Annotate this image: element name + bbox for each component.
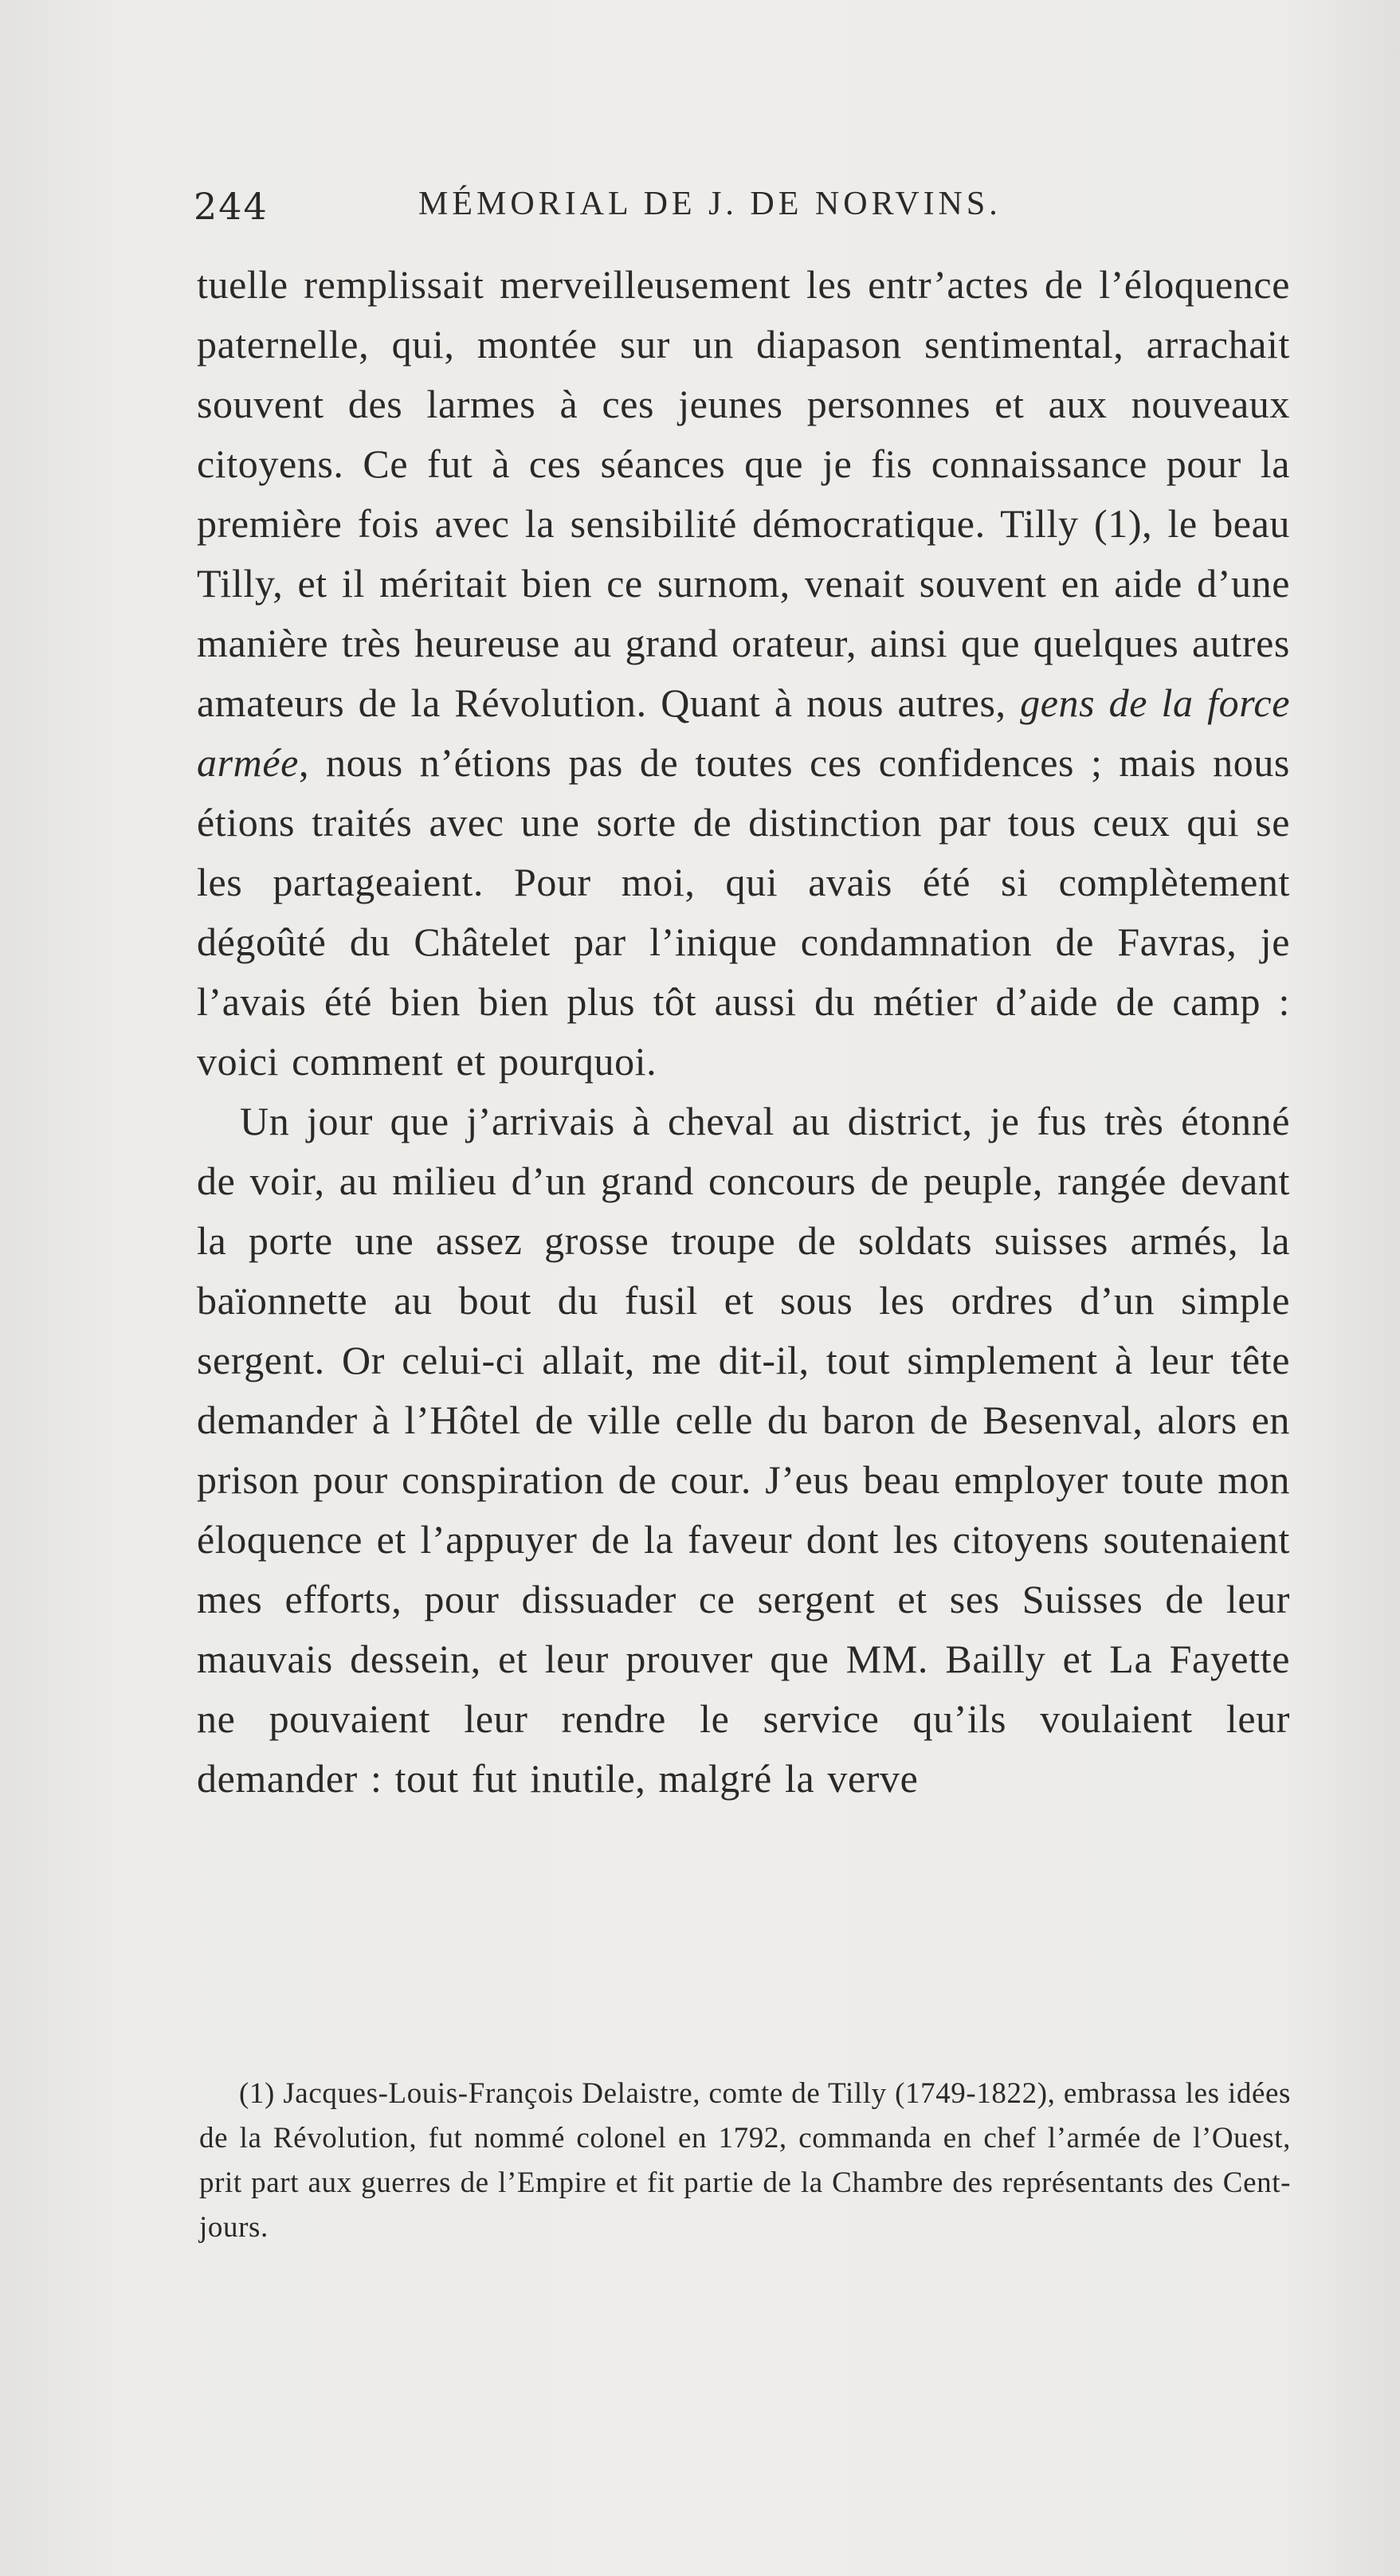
main-text (197, 255, 1290, 1809)
paragraph-2: Un jour que j’arrivais à cheval au district, je fus très étonné de voir, au milieu d’un grand concours de peuple, rangée devant la porte une assez grosse troupe de soldats suisses armés, la baïonnette au bout du fusil et sous les ordres d’un simple sergent. Or celui-ci allait, me dit-il, tout simplement à leur tête demander à l’Hôtel de ville celle du baron de Besenval, alors en prison pour conspiration de cour. J’eus beau employer toute mon éloquence et l’appuyer de la faveur dont les citoyens soutenaient mes efforts, pour dissuader ce sergent et ses Suisses de leur mauvais dessein, et leur prouver que MM. Bailly et La Fayette ne pouvaient leur rendre le service qu’ils voulaient leur demander : tout fut inutile, malgré la verve (197, 1099, 1290, 1801)
paragraph-1-part-b: , nous n’étions pas de toutes ces confidences ; mais nous étions traités avec une sorte de distinction par tous ceux qui se les partageaient. Pour moi, qui avais été si complètement dégoûté du Châtelet par l’inique condamnation de Favras, je l’avais été bien bien plus tôt aussi du métier d’aide de camp : voici comment et pourquoi. (197, 740, 1290, 1084)
footnote-text: (1) Jacques-Louis-François Delaistre, comte de Tilly (1749-1822), embrassa les idées de la Révolution, fut nommé colonel en 1792, commanda en chef l’armée de l’Ouest, prit part aux guerres de l’Empire et fit partie de la Chambre des représentants des Cent-jours. (199, 2077, 1291, 2244)
running-title: MÉMORIAL DE J. DE NORVINS. (418, 186, 1002, 222)
page-number: 244 (194, 185, 269, 228)
italic-phrase: gens de la force armée (197, 680, 1290, 785)
page-header (194, 185, 1293, 233)
paragraph-1-part-a: tuelle remplissait merveilleusement les entr’actes de l’éloquence paternelle, qui, montée sur un diapason sentimental, arrachait souvent des larmes à ces jeunes personnes et aux nouveaux citoyens. Ce fut à ces séances que je fis connaissance pour la première fois avec la sensibilité démocratique. Tilly (1), le beau Tilly, et il méritait bien ce surnom, venait souvent en aide d’une manière très heureuse au grand orateur, ainsi que quelques autres amateurs de la Révolution. Quant à nous autres, (197, 262, 1290, 725)
footnote (199, 2072, 1291, 2250)
paragraph-1 (197, 255, 1290, 1092)
